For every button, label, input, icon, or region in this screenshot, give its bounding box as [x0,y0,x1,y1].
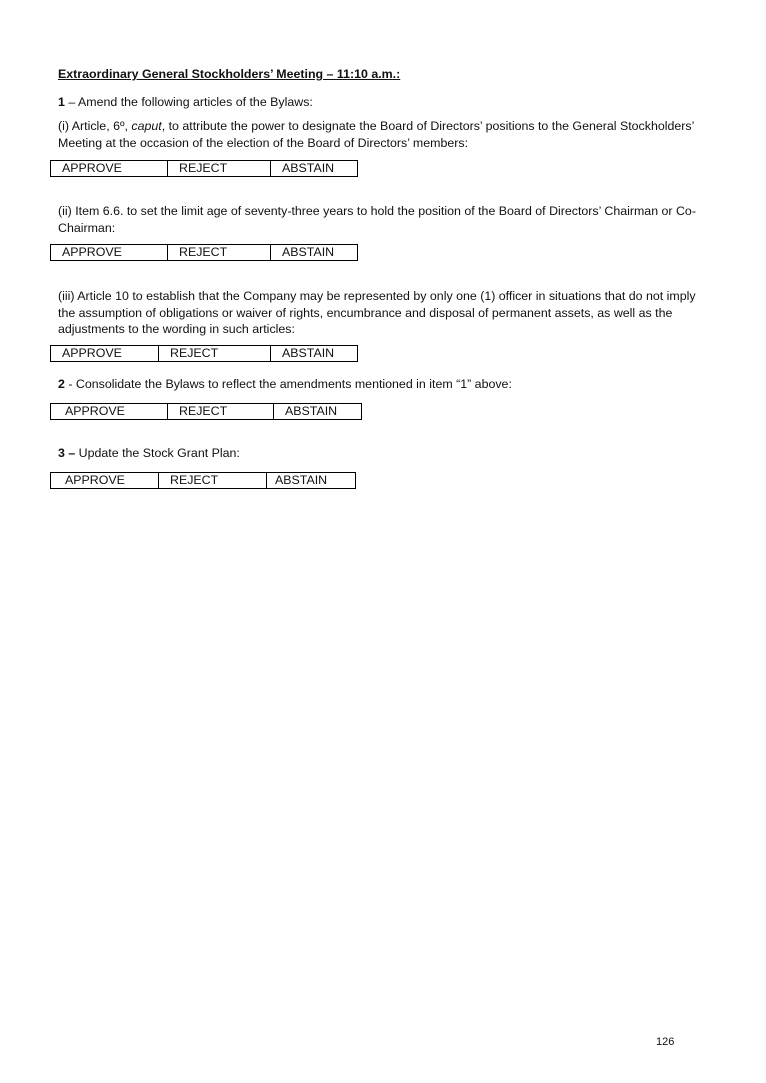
page-number: 126 [656,1036,675,1048]
item-1-i-italic: caput [131,119,162,133]
item-1-i [58,118,708,151]
vote-row-1-i [50,160,358,177]
item-3 [58,445,708,462]
item-1-ii: (ii) Item 6.6. to set the limit age of seventy-three years to hold the position of the Board of Directors’ Chairman or Co-Chairman: [58,204,696,235]
item-2 [58,376,708,393]
approve-option[interactable]: APPROVE [51,161,168,176]
reject-option[interactable]: REJECT [159,346,271,361]
section-heading: Extraordinary General Stockholders’ Meeting – 11:10 a.m.: [58,67,401,81]
item-1-i-text-before: (i) Article, 6º, [58,119,132,133]
approve-option[interactable]: APPROVE [51,346,159,361]
item-2-text: - Consolidate the Bylaws to reflect the amendments mentioned in item “1” above: [64,377,512,391]
item-1-text: – Amend the following articles of the Bylaws: [64,95,313,109]
abstain-option[interactable]: ABSTAIN [275,473,328,487]
reject-option[interactable]: REJECT [168,404,274,419]
abstain-option[interactable]: ABSTAIN [285,404,338,418]
abstain-option[interactable]: ABSTAIN [282,245,335,259]
abstain-option[interactable]: ABSTAIN [282,346,335,360]
approve-option[interactable]: APPROVE [51,245,168,260]
reject-option[interactable]: REJECT [168,245,271,260]
item-3-number: 3 – [58,446,76,460]
item-3-text: Update the Stock Grant Plan: [75,446,240,460]
item-1-iii: (iii) Article 10 to establish that the Company may be represented by only one (1) officer in situations that do not imply the assumption of obligations or waiver of rights, encumbrance and disposal of permanent assets, as well as the adjustments to the wording in such articles: [58,289,696,336]
reject-option[interactable]: REJECT [159,473,267,488]
abstain-option[interactable]: ABSTAIN [282,161,335,175]
item-1-i-text-after: , to attribute the power to designate the Board of Directors’ positions to the General Stockholders’ Meeting at the occasion of the election of the Board of Directors’ members: [58,119,694,150]
approve-option[interactable]: APPROVE [51,404,168,419]
item-1 [58,94,708,111]
item-2-number: 2 [58,377,65,391]
vote-row-2 [50,403,362,420]
vote-row-1-iii [50,345,358,362]
vote-row-1-ii [50,244,358,261]
vote-row-3 [50,472,356,489]
reject-option[interactable]: REJECT [168,161,271,176]
item-1-number: 1 [58,95,65,109]
approve-option[interactable]: APPROVE [51,473,159,488]
